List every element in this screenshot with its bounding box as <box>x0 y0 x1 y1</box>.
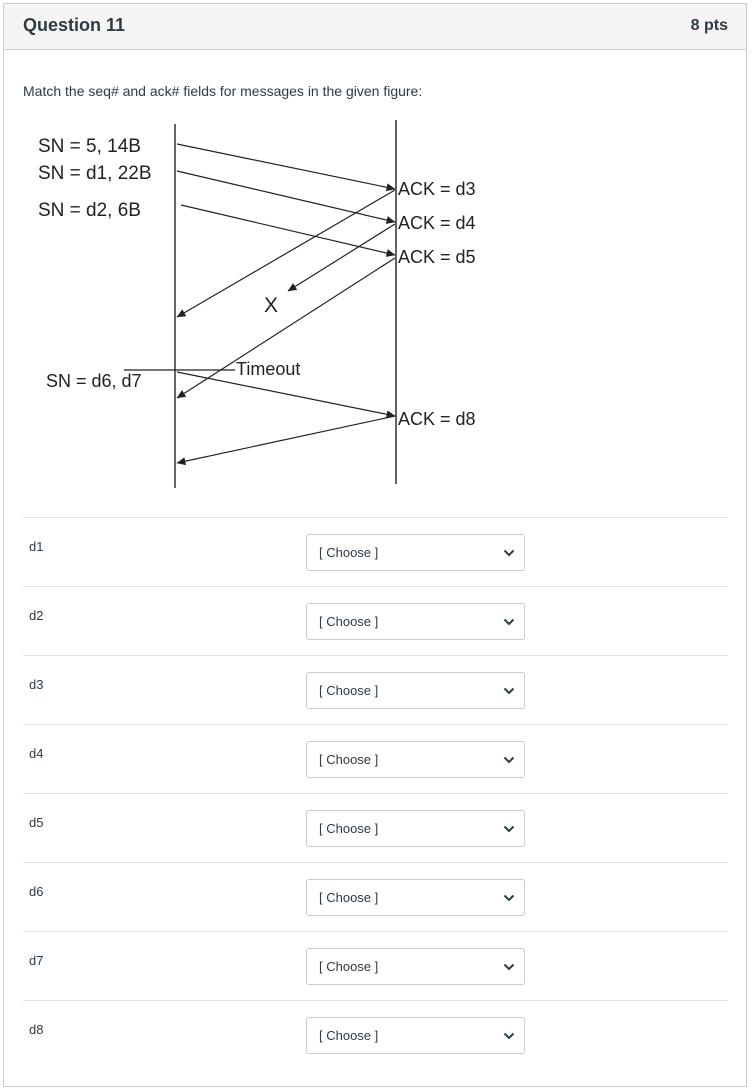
answer-dropdown[interactable] <box>306 672 525 709</box>
answer-dropdown[interactable] <box>306 948 525 985</box>
answer-row <box>23 1000 728 1069</box>
chevron-down-icon <box>503 1031 515 1041</box>
answer-label: d2 <box>29 608 44 623</box>
answer-dropdown[interactable] <box>306 1017 525 1054</box>
question-header <box>4 4 746 50</box>
answer-label: d6 <box>29 884 44 899</box>
answer-dropdown[interactable] <box>306 879 525 916</box>
dropdown-value: [ Choose ] <box>319 890 379 905</box>
question-points: 8 pts <box>690 17 728 34</box>
sender-label-3: SN = d2, 6B <box>38 200 141 221</box>
ack-arrow-4 <box>177 416 395 463</box>
dropdown-value: [ Choose ] <box>319 683 379 698</box>
dropdown-value: [ Choose ] <box>319 545 379 560</box>
ack-label-2: ACK = d4 <box>398 213 476 233</box>
answer-list <box>23 517 728 1069</box>
timeout-label: Timeout <box>236 359 301 379</box>
answer-row <box>23 517 728 586</box>
answer-dropdown[interactable] <box>306 603 525 640</box>
chevron-down-icon <box>503 548 515 558</box>
timing-diagram <box>24 114 504 494</box>
question-title: Question 11 <box>23 15 126 35</box>
question-prompt: Match the seq# and ack# fields for messages in the given figure: <box>23 83 423 99</box>
answer-label: d5 <box>29 815 44 830</box>
data-arrow-1 <box>177 144 395 189</box>
answer-label: d4 <box>29 746 44 761</box>
answer-row <box>23 655 728 724</box>
dropdown-value: [ Choose ] <box>319 752 379 767</box>
answer-row <box>23 931 728 1000</box>
ack-arrow-1 <box>177 190 395 317</box>
chevron-down-icon <box>503 893 515 903</box>
answer-row <box>23 793 728 862</box>
dropdown-value: [ Choose ] <box>319 959 379 974</box>
answer-label: d1 <box>29 539 44 554</box>
chevron-down-icon <box>503 617 515 627</box>
loss-marker: X <box>264 294 279 317</box>
answer-label: d7 <box>29 953 44 968</box>
dropdown-value: [ Choose ] <box>319 614 379 629</box>
ack-label-3: ACK = d5 <box>398 247 476 267</box>
dropdown-value: [ Choose ] <box>319 821 379 836</box>
answer-label: d8 <box>29 1022 44 1037</box>
sender-label-1: SN = 5, 14B <box>38 136 141 157</box>
ack-label-4: ACK = d8 <box>398 409 476 429</box>
chevron-down-icon <box>503 962 515 972</box>
answer-row <box>23 862 728 931</box>
answer-dropdown[interactable] <box>306 741 525 778</box>
chevron-down-icon <box>503 824 515 834</box>
chevron-down-icon <box>503 755 515 765</box>
answer-dropdown[interactable] <box>306 810 525 847</box>
dropdown-value: [ Choose ] <box>319 1028 379 1043</box>
ack-label-1: ACK = d3 <box>398 179 476 199</box>
sender-label-2: SN = d1, 22B <box>38 163 152 184</box>
answer-label: d3 <box>29 677 44 692</box>
answer-row <box>23 586 728 655</box>
question-card <box>3 3 747 1087</box>
data-arrow-2 <box>177 171 395 222</box>
answer-row <box>23 724 728 793</box>
sender-label-4: SN = d6, d7 <box>46 371 142 391</box>
chevron-down-icon <box>503 686 515 696</box>
data-arrow-3 <box>181 205 395 255</box>
answer-dropdown[interactable] <box>306 534 525 571</box>
